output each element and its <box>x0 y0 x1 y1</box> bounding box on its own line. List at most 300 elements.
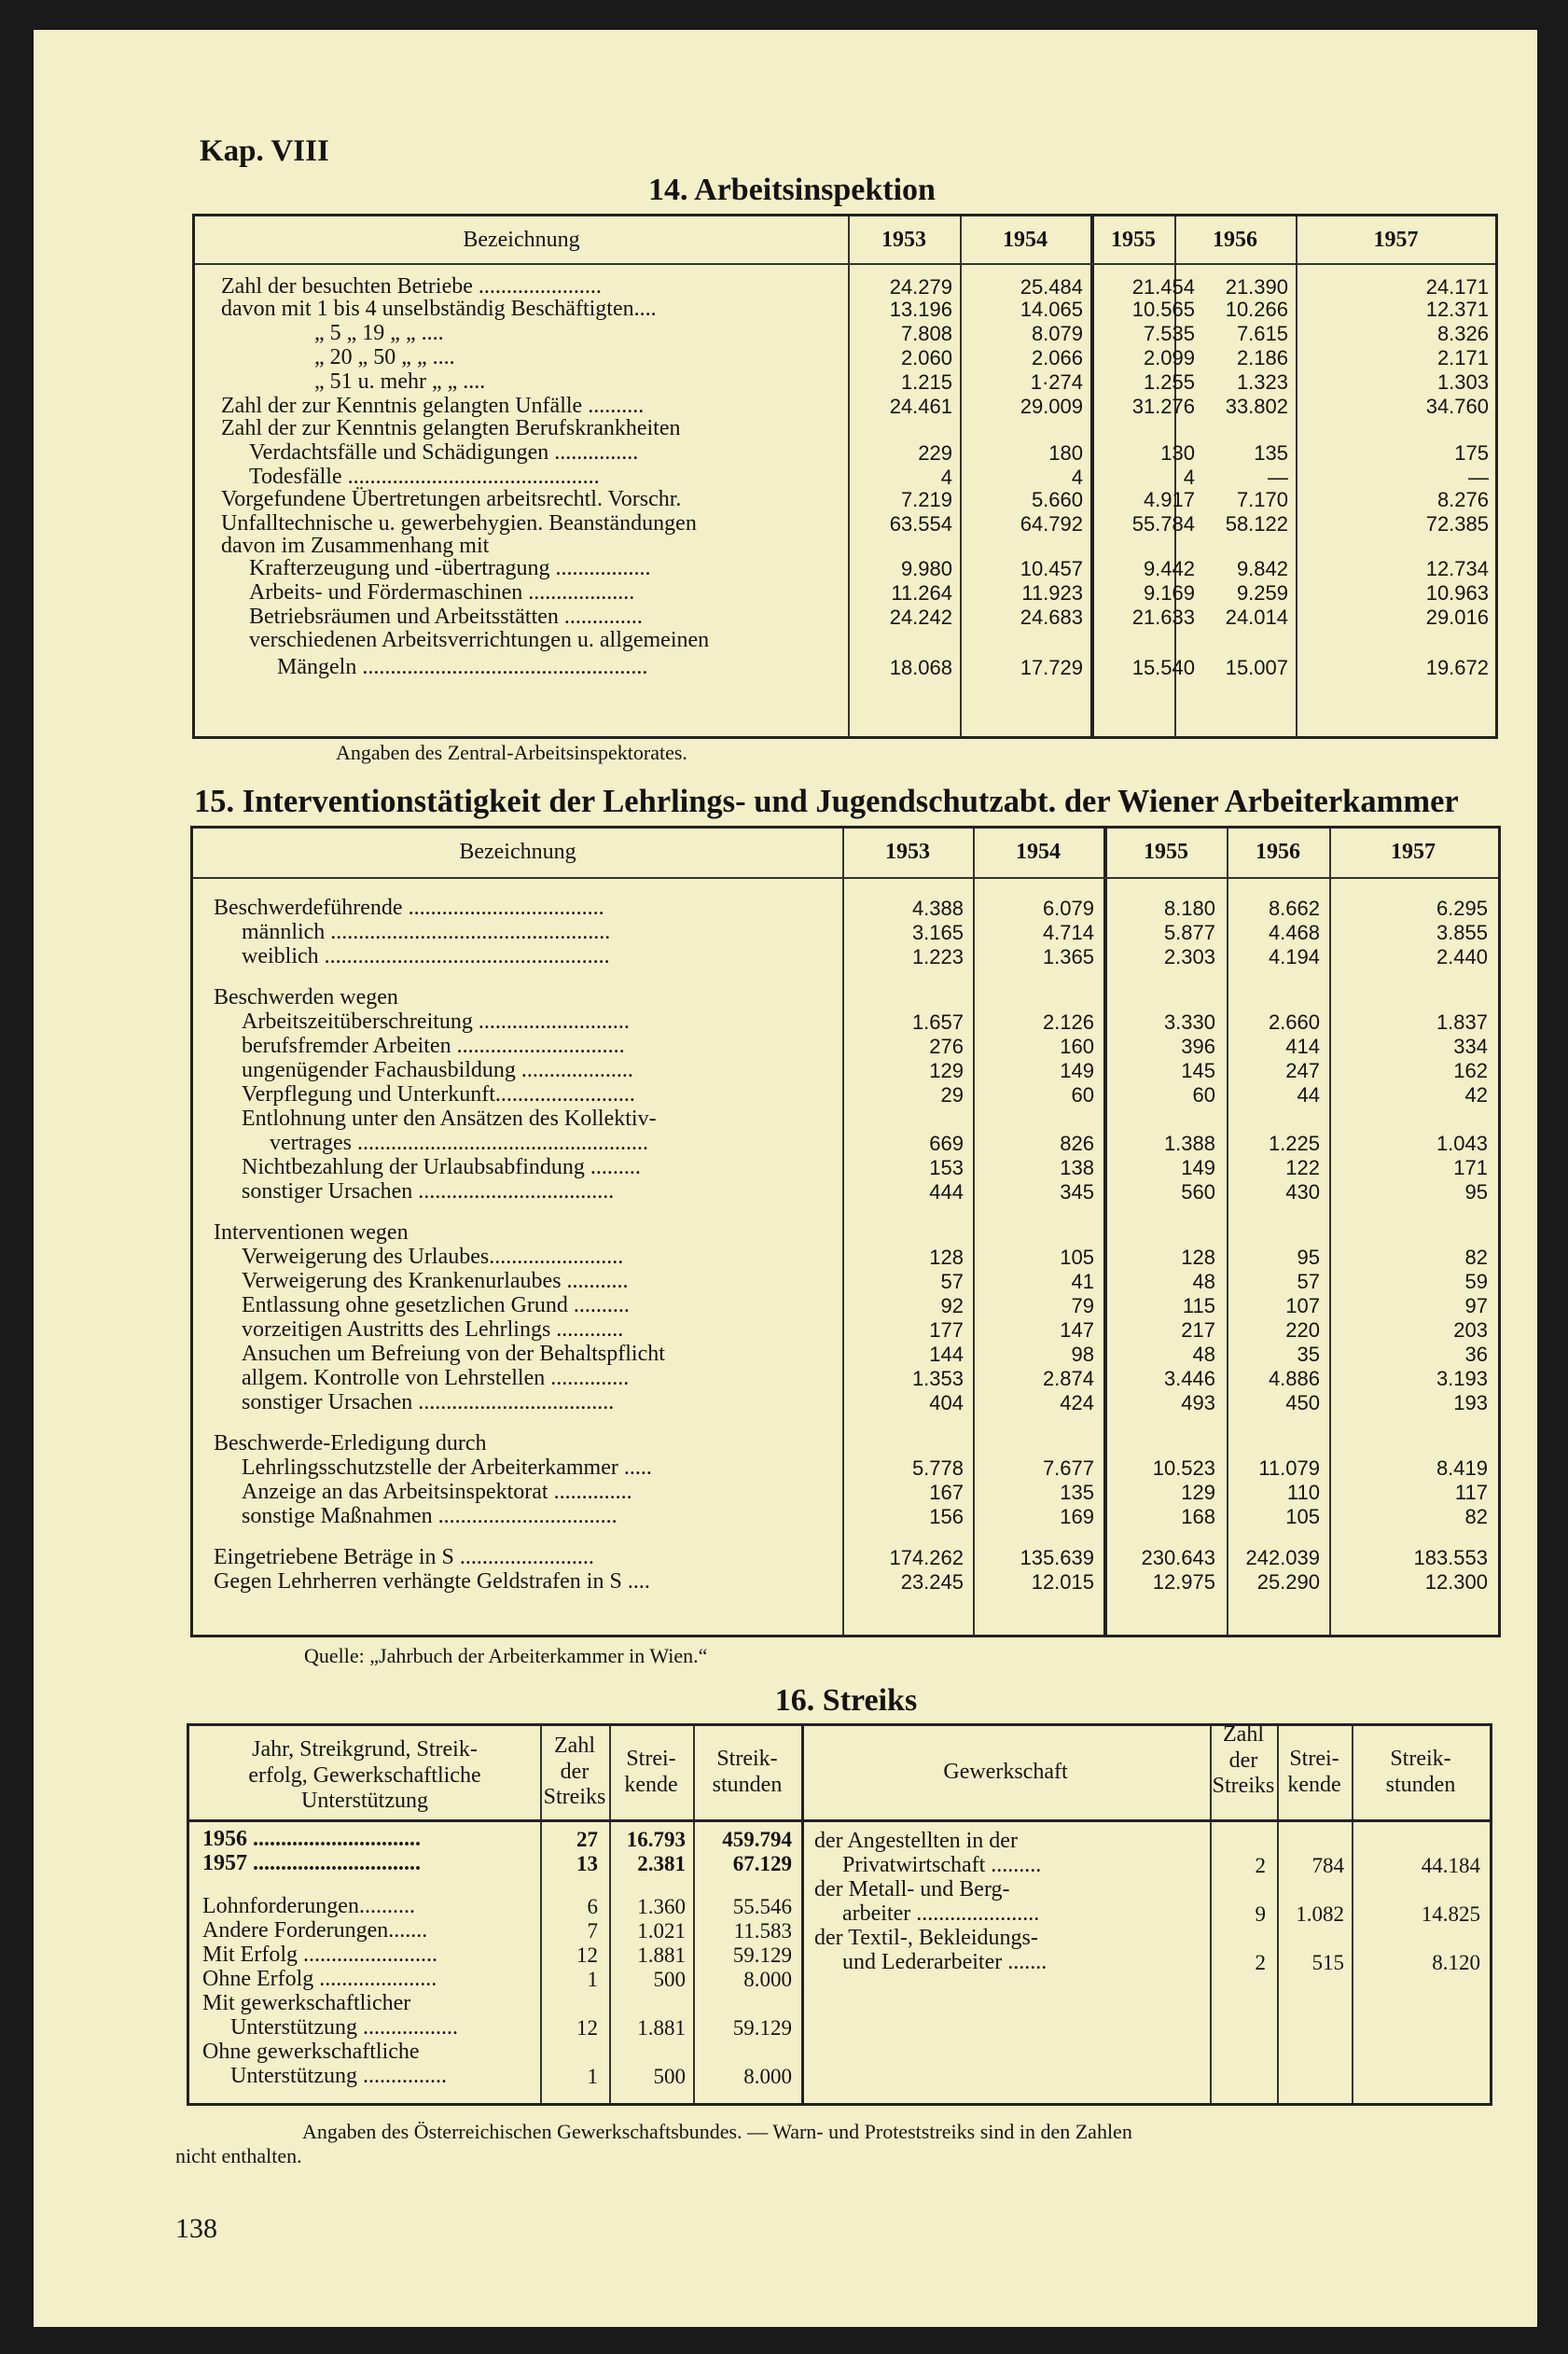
t14-header-bezeichnung: Bezeichnung <box>463 228 580 252</box>
t16-header-streikende-r-line: Strei- <box>1289 1747 1339 1771</box>
t15-cell: 149 <box>1181 1156 1215 1179</box>
t14-row-label: „ 20 „ 50 „ „ .... <box>314 345 455 369</box>
t15-cell: 430 <box>1285 1180 1320 1204</box>
t14-row-label: Todesfälle ............................................. <box>249 465 600 489</box>
t15-cell: 1.365 <box>1042 945 1094 968</box>
t16-row-label: Mit gewerkschaftlicher <box>202 1991 411 2015</box>
t14-cell: 24.683 <box>1020 606 1083 629</box>
t14-row-label: Krafterzeugung und -übertragung ................. <box>249 556 651 580</box>
t15-cell: 404 <box>929 1391 964 1414</box>
t15-cell: 167 <box>929 1481 964 1504</box>
t15-row <box>193 1245 1498 1270</box>
t15-row-label: berufsfremder Arbeiten .............................. <box>242 1034 625 1058</box>
t16-header-zahl-line: der <box>560 1759 590 1784</box>
t14-cell: 24.279 <box>889 275 952 299</box>
t14-cell: 9.842 <box>1236 557 1288 580</box>
t15-cell: 826 <box>1060 1132 1094 1155</box>
t14-row <box>195 487 1495 512</box>
t14-cell: 10.963 <box>1425 581 1489 605</box>
t14-cell: 29.016 <box>1425 606 1489 629</box>
t14-cell: 1.323 <box>1236 370 1288 394</box>
t15-row-label: Beschwerden wegen <box>214 985 398 1010</box>
t14-row-label: verschiedenen Arbeitsverrichtungen u. allgemeinen <box>249 628 710 652</box>
t15-cell: 1.043 <box>1436 1132 1488 1155</box>
t15-cell: 171 <box>1453 1156 1488 1179</box>
t15-cell: 242.039 <box>1245 1546 1320 1569</box>
t16-cell: 2.381 <box>637 1852 686 1875</box>
t16-cell: 8.120 <box>1432 1951 1480 1974</box>
t15-row <box>193 1293 1498 1318</box>
t15-cell: 560 <box>1181 1180 1215 1204</box>
t14-row-label: Vorgefundene Übertretungen arbeitsrechtl. Vorschr. <box>221 487 682 511</box>
t16-header-stunden-r <box>1352 1747 1490 1798</box>
t15-cell: 11.079 <box>1258 1456 1320 1480</box>
t16-header-stunden-line: Streik- <box>716 1747 778 1771</box>
t14-title: 14. Arbeitsinspektion <box>648 173 936 207</box>
t15-cell: 12.300 <box>1424 1570 1488 1594</box>
t16-cell: 1 <box>587 1968 598 1991</box>
t16-row-label: Lohnforderungen.......... <box>202 1894 415 1918</box>
t14-row <box>195 465 1495 490</box>
t14-cell: 10.266 <box>1225 298 1288 321</box>
t16-header-zahl <box>540 1734 609 1811</box>
t14-cell: 24.461 <box>889 395 952 418</box>
t15-cell: 92 <box>940 1294 964 1317</box>
t14-cell: 29.009 <box>1020 395 1083 418</box>
t14-row <box>195 605 1495 630</box>
t15-row-label: Lehrlingsschutzstelle der Arbeiterkammer ..... <box>242 1456 652 1480</box>
t14-cell: 12.371 <box>1425 298 1489 321</box>
t15-cell: 12.975 <box>1152 1570 1215 1594</box>
t15-cell: 2.874 <box>1042 1367 1094 1390</box>
t16-cell: 44.184 <box>1421 1854 1480 1877</box>
t15-cell: 79 <box>1071 1294 1094 1317</box>
t15-row-label: männlich .................................................. <box>242 920 611 944</box>
t14-row <box>195 534 1495 559</box>
t15-cell: 450 <box>1285 1391 1320 1414</box>
t15-cell: 48 <box>1192 1270 1215 1293</box>
t14-row <box>195 655 1495 680</box>
t16-row-label: arbeiter ...................... <box>842 1901 1040 1926</box>
t15-row <box>193 1480 1498 1505</box>
t15-cell: 97 <box>1464 1294 1488 1317</box>
t15-cell: 110 <box>1286 1481 1320 1504</box>
t14-cell: 1.215 <box>900 370 952 394</box>
t15-cell: 145 <box>1181 1059 1215 1082</box>
t14-row <box>195 369 1495 395</box>
t15-cell: 59 <box>1464 1270 1488 1293</box>
t16-header-left <box>189 1737 540 1815</box>
t16-header-stunden <box>693 1747 801 1798</box>
t15-cell: 128 <box>1181 1246 1215 1269</box>
t16-header-left-line: Unterstützung <box>301 1789 428 1814</box>
t14-cell: 31.276 <box>1131 395 1195 418</box>
t14-row <box>195 321 1495 346</box>
t14-cell: 9.259 <box>1236 581 1288 605</box>
t15-row-label: Anzeige an das Arbeitsinspektorat .............. <box>242 1480 632 1504</box>
t16-note-2: nicht enthalten. <box>175 2144 302 2167</box>
t16-row-label: der Angestellten in der <box>814 1829 1018 1853</box>
t15-cell: 4.388 <box>911 897 964 920</box>
t16-right-row <box>189 1853 1490 1878</box>
t15-cell: 3.165 <box>911 921 964 944</box>
t16-row-label: der Textil-, Bekleidungs- <box>814 1926 1038 1950</box>
t14-row-label: Unfalltechnische u. gewerbehygien. Beanständungen <box>221 511 697 536</box>
t15-cell: 2.660 <box>1268 1010 1320 1034</box>
t15-cell: 135 <box>1060 1481 1094 1504</box>
t15-header-year: 1956 <box>1256 840 1300 864</box>
t14-cell: 11.264 <box>891 581 952 605</box>
t14-header-year: 1954 <box>1003 228 1048 252</box>
t16-header-streikende-line: kende <box>624 1772 678 1797</box>
t16-header-streikende-r-line: kende <box>1287 1772 1341 1797</box>
t15-cell: 144 <box>929 1343 964 1366</box>
t16-cell: 59.129 <box>732 1943 792 1967</box>
t15-row <box>193 1504 1498 1529</box>
t16-header-zahl-r-line: Zahl <box>1223 1722 1264 1747</box>
t14-cell: 33.802 <box>1225 395 1288 418</box>
t15-row <box>193 1456 1498 1481</box>
table-streiks <box>187 1723 1492 2106</box>
t14-row-label: Zahl der zur Kenntnis gelangten Berufskrankheiten <box>221 416 681 440</box>
t16-row-label: Unterstützung ................. <box>230 2015 458 2040</box>
t16-cell: 500 <box>653 2065 686 2088</box>
t14-cell: 4 <box>940 466 952 489</box>
t15-row-label: Nichtbezahlung der Urlaubsabfindung ......... <box>242 1155 641 1179</box>
t14-row <box>195 345 1495 370</box>
t14-cell: 135 <box>1254 441 1288 465</box>
t15-row-label: Verpflegung und Unterkunft......................... <box>242 1082 635 1107</box>
t16-header-streikende <box>609 1747 693 1798</box>
t15-cell: 36 <box>1464 1343 1488 1366</box>
t16-cell: 1.082 <box>1296 1902 1344 1926</box>
t15-cell: 168 <box>1181 1505 1215 1528</box>
t14-cell: 21.454 <box>1131 275 1195 299</box>
t15-row-label: Beschwerde-Erledigung durch <box>214 1431 487 1456</box>
t15-cell: 60 <box>1071 1083 1094 1107</box>
t16-cell: 500 <box>653 1968 686 1991</box>
t15-cell: 149 <box>1060 1059 1094 1082</box>
t16-left-row <box>189 1991 1490 2016</box>
t14-cell: 10.457 <box>1020 557 1083 580</box>
t15-cell: 5.877 <box>1163 921 1215 944</box>
t15-cell: 129 <box>1181 1481 1215 1504</box>
t14-row <box>195 511 1495 536</box>
t14-cell: 1.255 <box>1143 370 1195 394</box>
t14-header-year: 1953 <box>881 228 926 252</box>
t15-cell: 6.295 <box>1436 897 1488 920</box>
t15-cell: 230.643 <box>1141 1546 1215 1569</box>
t15-cell: 8.662 <box>1268 897 1320 920</box>
t15-row-label: Eingetriebene Beträge in S ........................ <box>214 1545 594 1569</box>
t15-cell: 107 <box>1285 1294 1320 1317</box>
t14-row-label: Arbeits- und Fördermaschinen ................... <box>249 580 635 605</box>
t15-cell: 156 <box>929 1505 964 1528</box>
t16-cell: 2 <box>1255 1951 1266 1974</box>
t14-row-label: „ 5 „ 19 „ „ .... <box>314 321 444 345</box>
t15-cell: 3.193 <box>1436 1367 1488 1390</box>
page-number: 138 <box>175 2213 217 2244</box>
t16-right-row <box>189 1829 1490 1854</box>
t16-row-label: 1956 .............................. <box>202 1827 421 1851</box>
t14-cell: 58.122 <box>1225 512 1288 536</box>
t14-cell: 8.326 <box>1436 322 1489 345</box>
t16-row-label: Mit Erfolg ........................ <box>202 1943 437 1967</box>
t15-cell: 12.015 <box>1031 1570 1094 1594</box>
t16-header-zahl-r-line: Streiks <box>1212 1774 1275 1799</box>
t14-cell: — <box>1268 466 1288 489</box>
t14-cell: 17.729 <box>1020 656 1083 679</box>
t14-header-rule <box>195 263 1495 265</box>
t16-cell: 9 <box>1255 1902 1266 1926</box>
t14-cell: 64.792 <box>1020 512 1083 536</box>
t15-cell: 162 <box>1453 1059 1488 1082</box>
t15-row-label: sonstige Maßnahmen ................................ <box>242 1504 617 1528</box>
t14-cell: 11.923 <box>1021 581 1083 605</box>
t14-note: Angaben des Zentral-Arbeitsinspektorates. <box>336 741 687 764</box>
t16-row-label: Ohne gewerkschaftliche <box>202 2040 420 2064</box>
t15-row-label: vertrages .................................................... <box>270 1131 648 1155</box>
t15-row <box>193 1179 1498 1205</box>
t16-cell: 13 <box>576 1852 598 1875</box>
t15-cell: 82 <box>1464 1246 1488 1269</box>
t14-row <box>195 274 1495 299</box>
t15-row <box>193 1010 1498 1035</box>
t15-row <box>193 985 1498 1010</box>
t15-cell: 128 <box>929 1246 964 1269</box>
t14-cell: 9.980 <box>900 557 952 580</box>
t15-cell: 3.330 <box>1163 1010 1215 1034</box>
t14-cell: 14.065 <box>1020 298 1083 321</box>
t16-cell: 12 <box>576 1943 598 1967</box>
t15-row <box>193 1545 1498 1570</box>
t16-cell: 14.825 <box>1421 1902 1480 1926</box>
t15-cell: 10.523 <box>1152 1456 1215 1480</box>
t16-row-label: der Metall- und Berg- <box>814 1877 1010 1901</box>
t15-cell: 424 <box>1060 1391 1094 1414</box>
t15-cell: 334 <box>1453 1035 1488 1058</box>
t14-cell: 7.170 <box>1236 488 1288 511</box>
t14-cell: 21.390 <box>1225 275 1288 299</box>
t15-cell: 177 <box>929 1318 964 1342</box>
t15-cell: 98 <box>1071 1343 1094 1366</box>
t15-row-label: Verweigerung des Urlaubes........................ <box>242 1245 624 1269</box>
t14-cell: 7.535 <box>1143 322 1195 345</box>
t16-header-stunden-r-line: Streik- <box>1390 1747 1451 1771</box>
t14-cell: 24.171 <box>1425 275 1489 299</box>
t16-title: 16. Streiks <box>774 1683 918 1718</box>
t14-row-label: davon mit 1 bis 4 unselbständig Beschäftigten.... <box>221 297 657 321</box>
t15-cell: 147 <box>1060 1318 1094 1342</box>
t16-header-zahl-line: Zahl <box>554 1734 595 1758</box>
t15-cell: 247 <box>1285 1059 1320 1082</box>
t15-cell: 1.225 <box>1268 1132 1320 1155</box>
t15-row-label: ungenügender Fachausbildung .................... <box>242 1058 633 1082</box>
t15-row-label: weiblich ................................................... <box>242 944 610 968</box>
t15-title: 15. Interventionstätigkeit der Lehrlings- und Jugendschutzabt. der Wiener Arbeiterkammer <box>194 784 1459 819</box>
t16-header-left-line: erfolg, Gewerkschaftliche <box>248 1762 481 1788</box>
t15-row-label: Entlohnung unter den Ansätzen des Kollektiv- <box>242 1107 657 1131</box>
t15-cell: 3.855 <box>1436 921 1488 944</box>
t15-cell: 169 <box>1060 1505 1094 1528</box>
t15-row <box>193 1082 1498 1107</box>
t14-cell: 4.917 <box>1143 488 1195 511</box>
t15-cell: 129 <box>929 1059 964 1082</box>
t14-row <box>195 297 1495 322</box>
t14-row <box>195 556 1495 581</box>
t14-cell: 10.565 <box>1131 298 1195 321</box>
t15-cell: 1.837 <box>1436 1010 1488 1034</box>
t15-row <box>193 920 1498 945</box>
t14-row-label: Zahl der besuchten Betriebe ...................... <box>221 274 602 299</box>
t15-cell: 4.714 <box>1042 921 1094 944</box>
t14-cell: 2.066 <box>1031 346 1083 369</box>
t15-cell: 4.194 <box>1268 945 1320 968</box>
t14-row-label: davon im Zusammenhang mit <box>221 534 490 558</box>
t15-cell: 217 <box>1181 1318 1215 1342</box>
t15-header-year: 1953 <box>885 840 930 864</box>
t16-cell: 8.000 <box>743 1968 792 1991</box>
t14-cell: 15.540 <box>1131 656 1195 679</box>
t14-cell: 9.442 <box>1143 557 1195 580</box>
t14-cell: 4 <box>1183 466 1195 489</box>
t16-cell: 6 <box>587 1895 598 1918</box>
t16-right-row <box>189 1877 1490 1902</box>
t15-header-rule <box>193 877 1498 879</box>
chapter-label: Kap. VIII <box>200 134 329 168</box>
t15-header-year: 1954 <box>1016 840 1061 864</box>
t14-cell: 25.484 <box>1020 275 1083 299</box>
t14-cell: 9.169 <box>1143 581 1195 605</box>
page <box>34 30 1537 2327</box>
t15-row <box>193 1058 1498 1083</box>
t15-cell: 25.290 <box>1256 1570 1320 1594</box>
t16-cell: 515 <box>1311 1951 1344 1974</box>
t15-row <box>193 1366 1498 1391</box>
t16-cell: 12 <box>576 2016 598 2040</box>
t15-row-label: allgem. Kontrolle von Lehrstellen .............. <box>242 1366 630 1390</box>
t16-cell: 1.881 <box>637 1943 686 1967</box>
t15-row-label: Verweigerung des Krankenurlaubes ........... <box>242 1269 629 1293</box>
t14-cell: 18.068 <box>889 656 952 679</box>
t15-cell: 105 <box>1060 1246 1094 1269</box>
t14-cell: 19.672 <box>1425 656 1489 679</box>
t15-row <box>193 1155 1498 1180</box>
t14-header-year: 1955 <box>1111 228 1156 252</box>
t15-cell: 41 <box>1071 1270 1094 1293</box>
t16-cell: 784 <box>1311 1854 1344 1877</box>
t15-cell: 6.079 <box>1042 897 1094 920</box>
t14-cell: 180 <box>1048 441 1083 465</box>
t15-cell: 2.126 <box>1042 1010 1094 1034</box>
t15-row <box>193 1390 1498 1415</box>
t15-cell: 42 <box>1464 1083 1488 1107</box>
t15-cell: 4.468 <box>1268 921 1320 944</box>
t15-row-label: sonstiger Ursachen ................................... <box>242 1179 615 1204</box>
t16-row-label: Andere Forderungen....... <box>202 1918 428 1943</box>
t14-cell: 5.660 <box>1031 488 1083 511</box>
t15-row-label: vorzeitigen Austritts des Lehrlings ............ <box>242 1317 624 1342</box>
t14-cell: 2.171 <box>1436 346 1489 369</box>
t16-right-row <box>189 1926 1490 1951</box>
t16-cell: 459.794 <box>722 1828 792 1851</box>
t16-header-left-line: Jahr, Streikgrund, Streik- <box>252 1737 478 1762</box>
t16-note-1: Angaben des Österreichischen Gewerkschaftsbundes. — Warn- und Proteststreiks sind in den Zahlen <box>302 2120 1132 2143</box>
t14-cell: 34.760 <box>1425 395 1489 418</box>
t14-cell: 8.079 <box>1031 322 1083 345</box>
t15-cell: 3.446 <box>1163 1367 1215 1390</box>
t15-row-label: sonstiger Ursachen ................................... <box>242 1390 615 1414</box>
t15-row <box>193 944 1498 969</box>
t15-cell: 95 <box>1464 1180 1488 1204</box>
t15-cell: 8.180 <box>1163 897 1215 920</box>
t15-cell: 105 <box>1285 1505 1320 1528</box>
t15-row <box>193 1034 1498 1059</box>
t16-cell: 27 <box>576 1828 598 1851</box>
t14-cell: 7.615 <box>1236 322 1288 345</box>
table-interventionstaetigkeit <box>190 826 1501 1637</box>
t14-cell: 21.633 <box>1131 606 1195 629</box>
t15-cell: 669 <box>929 1132 964 1155</box>
t15-row <box>193 1269 1498 1294</box>
t15-cell: 5.778 <box>911 1456 964 1480</box>
t15-cell: 1.223 <box>911 945 964 968</box>
t15-cell: 60 <box>1192 1083 1215 1107</box>
t15-cell: 57 <box>1297 1270 1320 1293</box>
t15-cell: 122 <box>1285 1156 1320 1179</box>
t15-cell: 444 <box>929 1180 964 1204</box>
t16-cell: 1.360 <box>637 1895 686 1918</box>
t16-header-streikende-line: Strei- <box>626 1747 676 1771</box>
t16-row-label: Unterstützung ............... <box>230 2064 447 2088</box>
t15-header-bezeichnung: Bezeichnung <box>459 840 576 864</box>
t15-cell: 203 <box>1453 1318 1488 1342</box>
t14-row <box>195 628 1495 653</box>
t14-row-label: Verdachtsfälle und Schädigungen ............... <box>249 440 639 465</box>
t15-row-label: Arbeitszeitüberschreitung ........................... <box>242 1010 630 1034</box>
t14-cell: 229 <box>918 441 952 465</box>
t14-cell: 7.219 <box>900 488 952 511</box>
t15-cell: 48 <box>1192 1343 1215 1366</box>
t15-cell: 2.303 <box>1163 945 1215 968</box>
t15-row <box>193 1107 1498 1132</box>
t14-cell: 24.242 <box>889 606 952 629</box>
t15-cell: 276 <box>929 1035 964 1058</box>
t15-cell: 82 <box>1464 1505 1488 1528</box>
t16-row-label: und Lederarbeiter ....... <box>842 1950 1048 1974</box>
t15-row <box>193 1431 1498 1456</box>
t15-cell: 493 <box>1181 1391 1215 1414</box>
t16-cell: 1.881 <box>637 2016 686 2040</box>
t16-header-zahl-r-line: der <box>1228 1748 1258 1773</box>
t14-cell: 175 <box>1454 441 1489 465</box>
t14-cell: 7.808 <box>900 322 952 345</box>
t16-row-label: 1957 .............................. <box>202 1851 421 1875</box>
t14-cell: 72.385 <box>1425 512 1489 536</box>
t15-cell: 396 <box>1181 1035 1215 1058</box>
t15-row <box>193 1342 1498 1367</box>
t15-cell: 8.419 <box>1436 1456 1488 1480</box>
t14-row-label: Mängeln ................................................... <box>277 655 648 679</box>
t14-cell: 13.196 <box>889 298 952 321</box>
t15-row-label: Beschwerdeführende ................................... <box>214 896 604 920</box>
t14-cell: 12.734 <box>1425 557 1489 580</box>
t15-cell: 57 <box>940 1270 964 1293</box>
t14-header-year: 1956 <box>1213 228 1257 252</box>
t15-row <box>193 1131 1498 1156</box>
t15-cell: 4.886 <box>1268 1367 1320 1390</box>
t14-cell: 8.276 <box>1436 488 1489 511</box>
